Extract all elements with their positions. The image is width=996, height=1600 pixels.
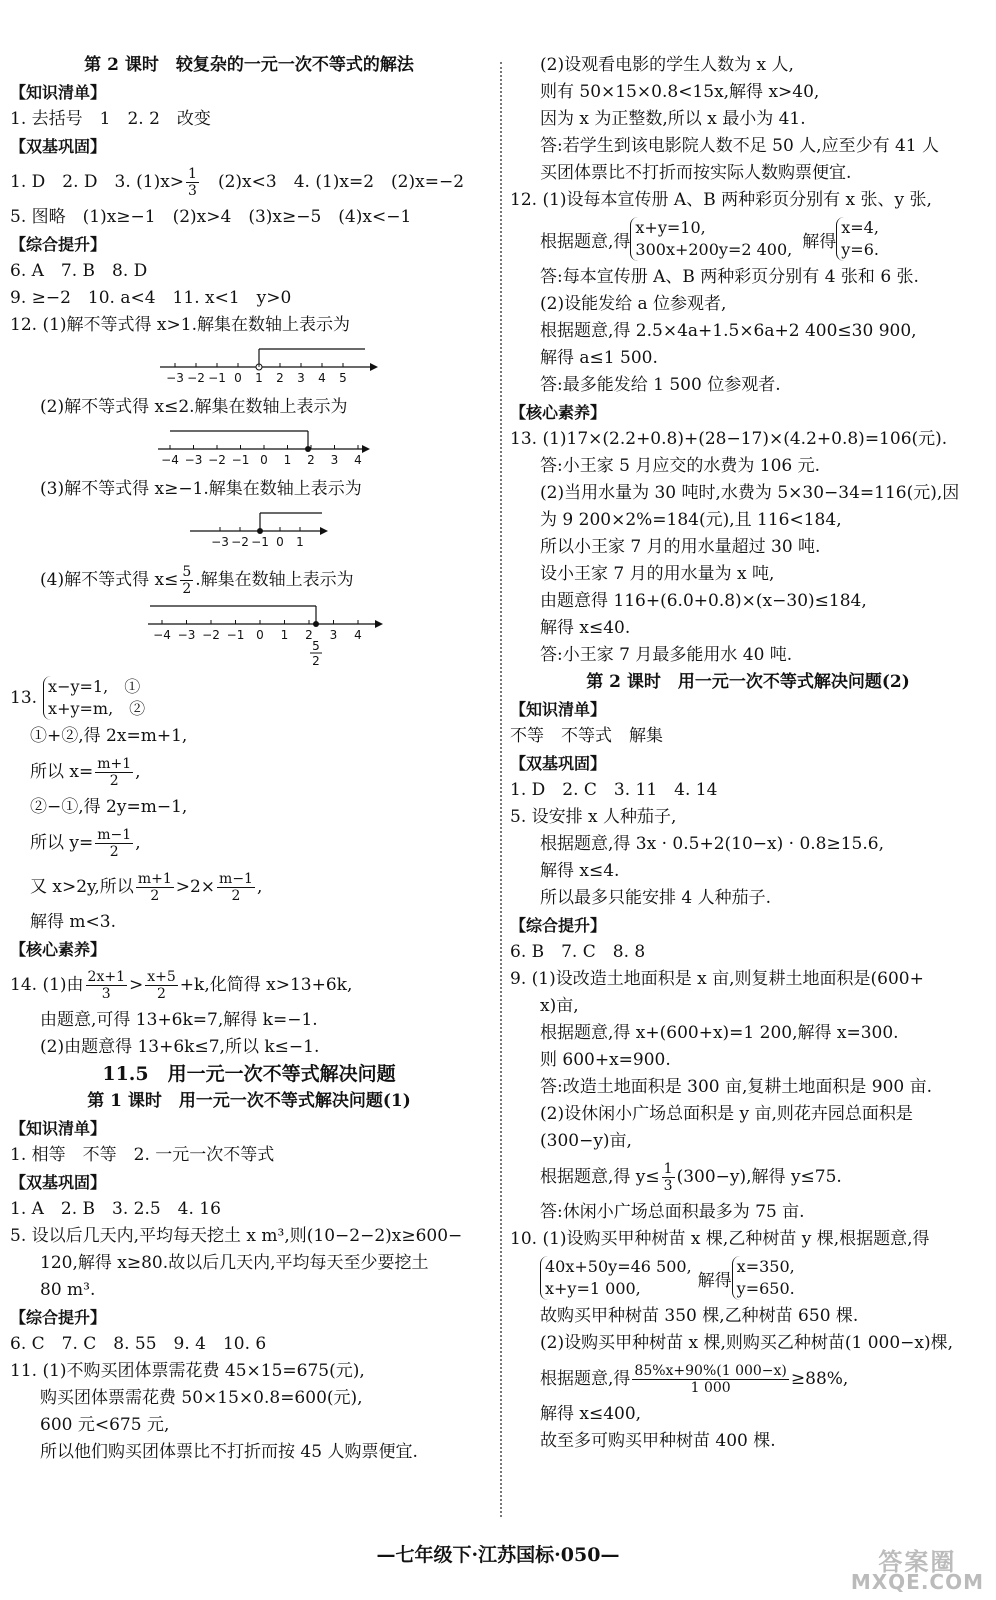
number-line-3 [10, 503, 488, 553]
tick-label: 3 [329, 628, 338, 642]
answer-line: 12. (1)解不等式得 x>1.解集在数轴上表示为 [10, 315, 350, 335]
tick-label: −3 [177, 628, 196, 642]
section-tag: 【知识清单】 [510, 700, 607, 719]
tick-label: −2 [187, 371, 205, 385]
tick-label: 2 [307, 453, 315, 467]
answer-line: 5. 设安排 x 人种茄子, [510, 807, 677, 827]
answer-line: 10. (1)设购买甲种树苗 x 棵,乙种树苗 y 棵,根据题意,得 [510, 1229, 930, 1249]
section-tag: 【核心素养】 [10, 940, 107, 959]
answer-line: 答:小王家 7 月最多能用水 40 吨. [540, 645, 793, 665]
answer-line: (3)解不等式得 x≥−1.解集在数轴上表示为 [40, 479, 362, 499]
answer-line: 1. 去括号 1 2. 2 改变 [10, 109, 211, 129]
answer-line: 解得 x≤400, [540, 1404, 642, 1424]
answer-line: 6. A 7. B 8. D [10, 261, 148, 281]
tick-label: 2 [276, 371, 284, 385]
answer-line: 5. 设以后几天内,平均每天挖土 x m³,则(10−2−2)x≥600− [10, 1226, 463, 1246]
tick-label: 1 [255, 371, 263, 385]
tick-label: 5 [339, 371, 347, 385]
answer-line: 答:小王家 5 月应交的水费为 106 元. [540, 456, 821, 476]
answer-line: 根据题意,得 2.5×4a+1.5×6a+2 400≤30 900, [540, 321, 917, 341]
tick-label: 1 [280, 628, 289, 642]
section-title: 11.5 用一元一次不等式解决问题 [102, 1063, 396, 1085]
page-footer: —七年级下·江苏国标·050— [376, 1544, 620, 1566]
tick-label: −3 [184, 453, 203, 467]
answer-line: 120,解得 x≥80.故以后几天内,平均每天至少要挖土 [40, 1253, 429, 1273]
section-tag: 【双基巩固】 [510, 754, 607, 773]
answer-line: 解得 a≤1 500. [540, 348, 658, 368]
section-tag: 【双基巩固】 [10, 137, 107, 156]
answer-line: 解得 m<3. [30, 912, 116, 932]
tick-label: −3 [211, 535, 229, 549]
answer-line: 根据题意,得 3x · 0.5+2(10−x) · 0.8≥15.6, [540, 834, 884, 854]
tick-label: 0 [276, 535, 284, 549]
answer-line: 所以小王家 7 月的用水量超过 30 吨. [540, 537, 821, 557]
section-tag: 【知识清单】 [10, 83, 107, 102]
equation-system: 13. x−y=1, ① x+y=m, ② [10, 677, 146, 718]
number-line-4 [10, 602, 488, 668]
answer-line: 6. B 7. C 8. 8 [510, 942, 646, 962]
section-tag: 【双基巩固】 [10, 1173, 107, 1192]
tick-label: 4 [354, 453, 362, 467]
answer-line: 6. C 7. C 8. 55 9. 4 10. 6 [10, 1334, 267, 1354]
answer-line: 则 600+x=900. [540, 1050, 671, 1070]
answer-line: ①+②,得 2x=m+1, [30, 726, 188, 746]
section-tag: 【核心素养】 [510, 403, 607, 422]
answer-line: 不等 不等式 解集 [510, 726, 663, 746]
tick-label: 1 [296, 535, 304, 549]
tick-label: −1 [226, 628, 245, 642]
fraction: $\frac{5}{2}$ [182, 564, 192, 597]
tick-label: −4 [161, 453, 179, 467]
answer-line: 根据题意,得 x+(600+x)=1 200,解得 x=300. [540, 1023, 899, 1043]
answer-line: 所以 y= $\frac{m-1}{2}$ , [30, 827, 141, 860]
answer-line: 答:若学生到该电影院人数不足 50 人,应至少有 41 人 [540, 136, 940, 156]
answer-line: x)亩, [540, 996, 579, 1016]
number-line-1 [10, 339, 488, 389]
column-divider [500, 62, 502, 1517]
answer-line: 1. 相等 不等 2. 一元一次不等式 [10, 1145, 275, 1165]
tick-label: 3 [297, 371, 305, 385]
answer-line: 设小王家 7 月的用水量为 x 吨, [540, 564, 775, 584]
tick-label: −1 [251, 535, 269, 549]
answer-line: 11. (1)不购买团体票需花费 45×15=675(元), [10, 1361, 365, 1381]
answer-line: 根据题意,得 $\frac{85\%x+90\%(1 000-x)}{1 000}$ ≥88%, [540, 1363, 849, 1396]
answer-line: 80 m³. [40, 1280, 96, 1300]
answer-line: 13. (1)17×(2.2+0.8)+(28−17)×(4.2+0.8)=106(元). [510, 429, 948, 449]
tick-label: 2 [305, 628, 313, 642]
answer-line: 故购买甲种树苗 350 棵,乙种树苗 650 棵. [540, 1306, 859, 1326]
answer-line: 解得 x≤40. [540, 618, 631, 638]
answer-line: 答:休闲小广场总面积最多为 75 亩. [540, 1202, 805, 1222]
answer-line: 600 元<675 元, [40, 1415, 170, 1435]
answer-line: 所以 x= $\frac{m+1}{2}$ , [30, 756, 141, 789]
answer-line: 则有 50×15×0.8<15x,解得 x>40, [540, 82, 820, 102]
equation-system: 根据题意,得 x+y=10, 300x+200y=2 400, 解得 x=4, y=6. [540, 218, 879, 259]
left-column [10, 52, 488, 1466]
answer-line: 解得 x≤4. [540, 861, 620, 881]
answer-line: (2)解不等式得 x≤2.解集在数轴上表示为 [40, 397, 348, 417]
tick-label: 0 [260, 453, 268, 467]
answer-line: 5. 图略 (1)x≥−1 (2)x>4 (3)x≥−5 (4)x<−1 [10, 207, 412, 227]
answer-line: 购买团体票需花费 50×15×0.8=600(元), [40, 1388, 363, 1408]
tick-label: 4 [318, 371, 326, 385]
answer-line: (2)由题意得 13+6k≤7,所以 k≤−1. [40, 1037, 320, 1057]
lesson-title: 第 2 课时 用一元一次不等式解决问题(2) [586, 672, 910, 692]
answer-line: 答:最多能发给 1 500 位参观者. [540, 375, 781, 395]
tick-label: 0 [234, 371, 242, 385]
answer-line: (2)当用水量为 30 吨时,水费为 5×30−34=116(元),因 [540, 483, 960, 503]
answer-line: 答:改造土地面积是 300 亩,复耕土地面积是 900 亩. [540, 1077, 933, 1097]
number-line-4-ticks [153, 620, 362, 642]
answer-line: (2)设休闲小广场总面积是 y 亩,则花卉园总面积是 [540, 1104, 913, 1124]
tick-label: −1 [208, 371, 226, 385]
number-line-2 [10, 421, 488, 471]
answer-line: 答:每本宣传册 A、B 两种彩页分别有 4 张和 6 张. [540, 267, 919, 287]
answer-line: 因为 x 为正整数,所以 x 最小为 41. [540, 109, 806, 129]
watermark-logo: 答案圈 MXQE.COM [850, 1548, 984, 1594]
tick-label: 4 [354, 628, 362, 642]
answer-line: 9. (1)设改造土地面积是 x 亩,则复耕土地面积是(600+ [510, 969, 924, 989]
answer-line: 根据题意,得 y≤ $\frac{1}{3}$ (300−y),解得 y≤75. [540, 1161, 842, 1194]
tick-label: 3 [330, 453, 339, 467]
right-column [510, 52, 986, 1455]
tick-label: −4 [153, 628, 171, 642]
tick-label: −2 [208, 453, 226, 467]
answer-line: ②−①,得 2y=m−1, [30, 797, 188, 817]
answer-line: 9. ≥−2 10. a<4 11. x<1 y>0 [10, 288, 292, 308]
section-tag: 【综合提升】 [10, 235, 107, 254]
answer-line: (4)解不等式得 x≤ $\frac{5}{2}$ .解集在数轴上表示为 [40, 564, 354, 597]
answer-line: 由题意,可得 13+6k=7,解得 k=−1. [40, 1010, 318, 1030]
tick-label: 0 [256, 628, 264, 642]
answer-line: 1. A 2. B 3. 2.5 4. 16 [10, 1199, 221, 1219]
fraction: $\frac{1}{3}$ [188, 166, 197, 199]
answer-line: 1. D 2. D 3. (1)x> $\frac{1}{3}$ (2)x<3 4. (1)x=2 (2)x=−2 [10, 166, 465, 199]
answer-line: 12. (1)设每本宣传册 A、B 两种彩页分别有 x 张、y 张, [510, 190, 932, 210]
tick-label: −2 [202, 628, 220, 642]
tick-label: 1 [283, 453, 292, 467]
section-tag: 【综合提升】 [10, 1308, 107, 1327]
lesson-title: 第 2 课时 较复杂的一元一次不等式的解法 [84, 55, 414, 75]
tick-label: −1 [231, 453, 250, 467]
answer-line: (300−y)亩, [540, 1131, 632, 1151]
fraction-mark-denominator: 2 [312, 654, 320, 668]
answer-line: 又 x>2y,所以 $\frac{m+1}{2}$ >2× $\frac{m-1}{2}$ , [30, 871, 263, 904]
tick-label: −3 [166, 371, 184, 385]
answer-line: 买团体票比不打折而按实际人数购票便宜. [540, 163, 852, 183]
answer-line: 所以最多只能安排 4 人种茄子. [540, 888, 772, 908]
answer-line: 故至多可购买甲种树苗 400 棵. [540, 1431, 776, 1451]
answer-line: (2)设购买甲种树苗 x 棵,则购买乙种树苗(1 000−x)棵, [540, 1333, 954, 1353]
answer-line: (2)设能发给 a 位参观者, [540, 294, 727, 314]
tick-label: −2 [231, 535, 249, 549]
answer-line: 所以他们购买团体票比不打折而按 45 人购票便宜. [40, 1442, 418, 1462]
answer-line: 为 9 200×2%=184(元),且 116<184, [540, 510, 842, 530]
answer-line: (2)设观看电影的学生人数为 x 人, [540, 55, 794, 75]
equation-system: 40x+50y=46 500, x+y=1 000, 解得 x=350, y=650. [510, 1253, 986, 1303]
answer-line: 由题意得 116+(6.0+0.8)×(x−30)≤184, [540, 591, 867, 611]
fraction-mark-numerator: 5 [312, 639, 320, 653]
answer-line: 1. D 2. C 3. 11 4. 14 [510, 780, 718, 800]
section-tag: 【综合提升】 [510, 916, 607, 935]
answer-line: 14. (1)由 $\frac{2x+1}{3}$ > $\frac{x+5}{2}$ +k,化简得 x>13+6k, [10, 969, 353, 1002]
number-line-2-ticks [161, 445, 362, 467]
section-tag: 【知识清单】 [10, 1119, 107, 1138]
lesson-title: 第 1 课时 用一元一次不等式解决问题(1) [87, 1091, 411, 1111]
